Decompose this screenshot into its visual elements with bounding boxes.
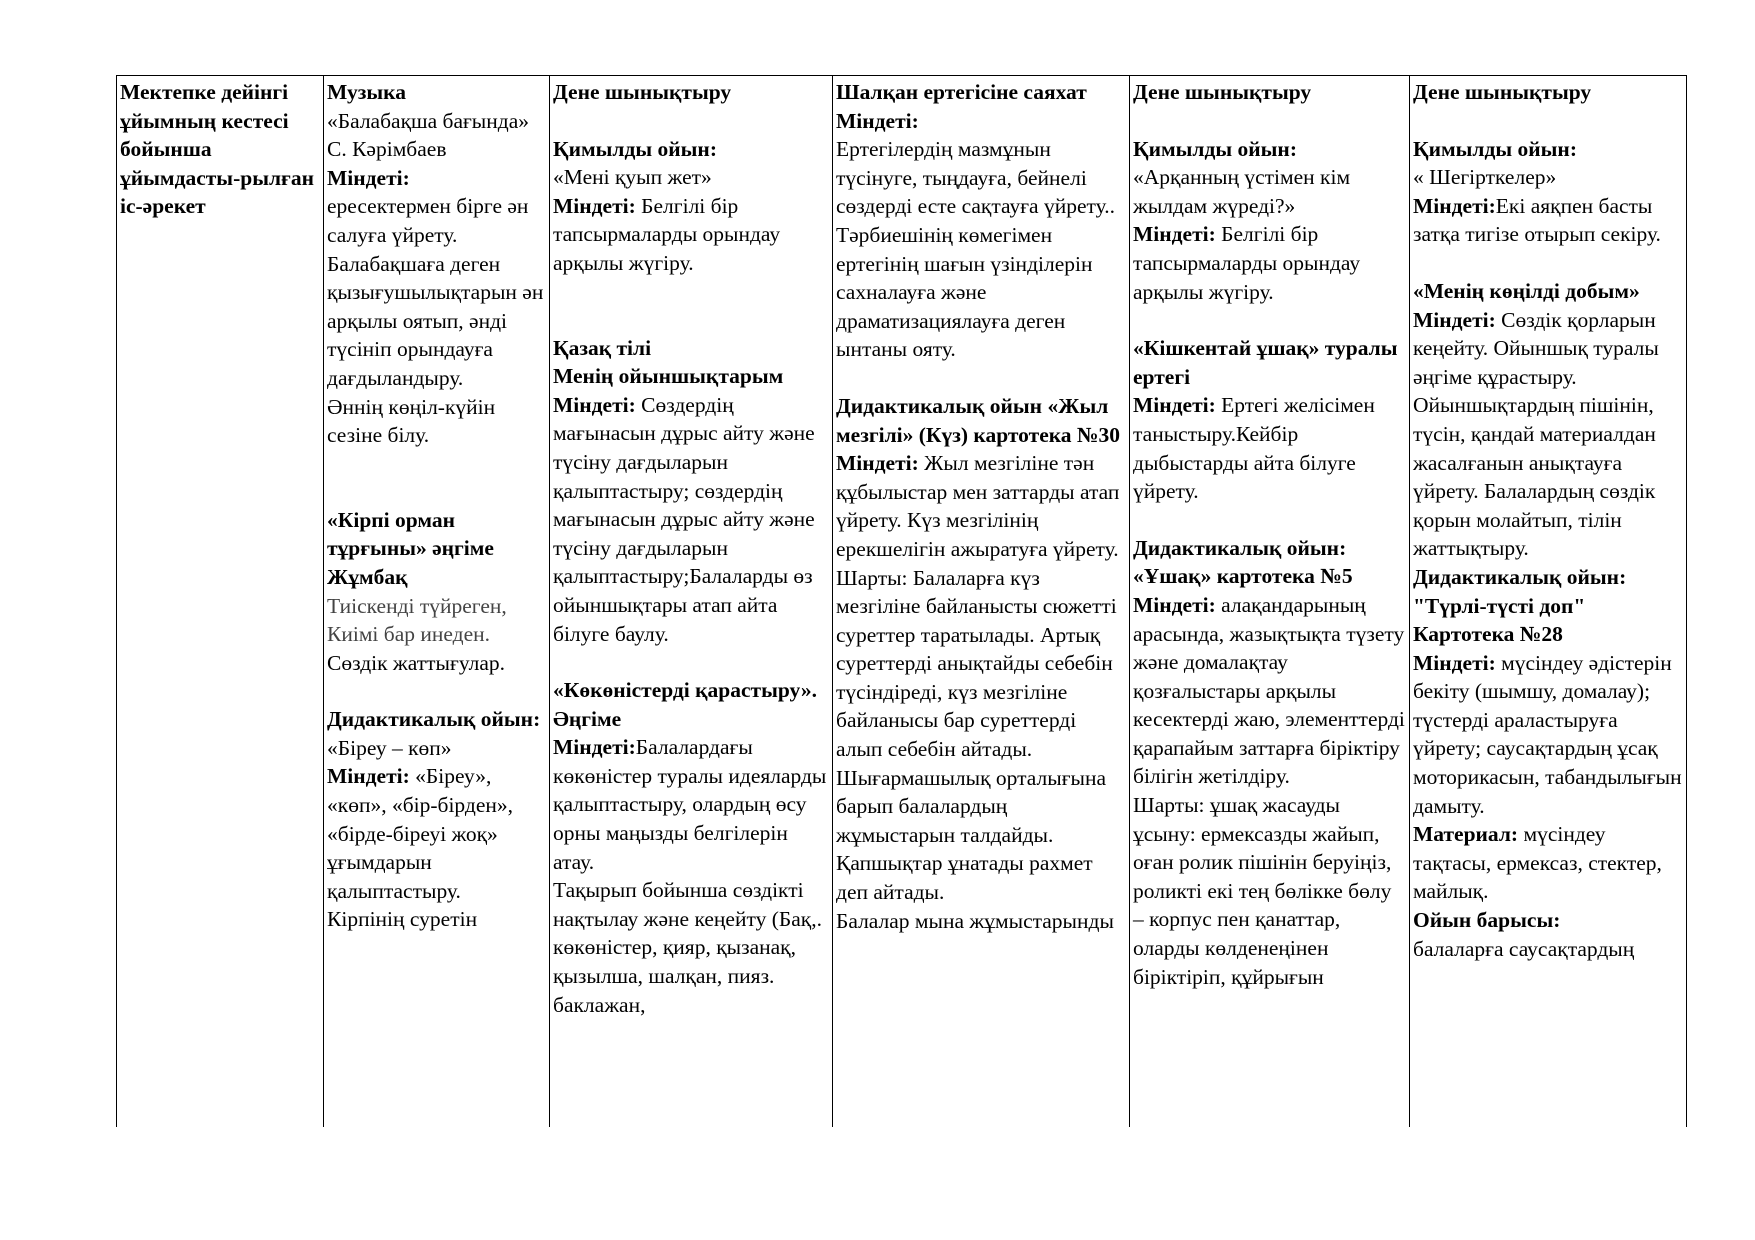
body-text: «Мені қуып жет» bbox=[553, 165, 712, 190]
cell-paragraph bbox=[836, 78, 1126, 107]
cell-paragraph bbox=[1413, 163, 1683, 192]
body-text: «Біреу – көп» bbox=[327, 735, 452, 760]
body-text: « Шегірткелер» bbox=[1413, 165, 1557, 190]
body-text: ересектермен бірге ән салуға үйрету. bbox=[327, 194, 529, 247]
body-text: Сөздік жаттығулар. bbox=[327, 650, 506, 675]
bold-text: «Кірпі орман тұрғыны» әңгіме Жұмбақ bbox=[327, 507, 494, 589]
cell-paragraph bbox=[836, 564, 1126, 850]
bold-text: Міндеті: bbox=[553, 193, 636, 218]
bold-text: Қимылды ойын: bbox=[1413, 136, 1577, 161]
cell-paragraph bbox=[1413, 192, 1683, 249]
bold-text: Міндеті: bbox=[1413, 193, 1496, 218]
body-text: Ертегі желісімен таныстыру.Кейбір дыбыстарды айта білуге үйрету. bbox=[1133, 393, 1375, 504]
bold-text: Қазақ тілі bbox=[553, 335, 652, 360]
bold-text: Қимылды ойын: bbox=[1133, 136, 1297, 161]
body-text: Балалар мына жұмыстарынды bbox=[836, 908, 1114, 933]
cell-paragraph bbox=[553, 334, 829, 363]
cell-paragraph bbox=[327, 592, 546, 649]
bold-text: Ойын барысы: bbox=[1413, 908, 1561, 933]
cell-paragraph bbox=[1133, 163, 1406, 220]
cell-paragraph bbox=[1413, 135, 1683, 164]
row-header-cell bbox=[117, 76, 324, 1128]
bold-text: Дидактикалық ойын: «Ұшақ» картотека №5 bbox=[1133, 535, 1353, 589]
cell-paragraph bbox=[1413, 78, 1683, 107]
bold-text: Дидактикалық ойын: bbox=[327, 707, 541, 732]
body-text: Қапшықтар ұнатады рахмет деп айтады. bbox=[836, 851, 1093, 905]
bold-text: Шалқан ертегісіне саяхат bbox=[836, 80, 1087, 104]
cell-paragraph bbox=[553, 192, 829, 278]
bold-text: Міндеті: bbox=[836, 451, 919, 476]
cell-paragraph bbox=[1413, 935, 1683, 964]
spacer bbox=[553, 107, 829, 135]
plan-table bbox=[116, 75, 1687, 1127]
bold-text: Міндеті: bbox=[553, 735, 636, 760]
spacer bbox=[836, 364, 1126, 392]
cell-paragraph bbox=[327, 705, 546, 734]
bold-text: Дидактикалық ойын «Жыл мезгілі» (Күз) картотека №30 bbox=[836, 393, 1121, 447]
bold-text: Міндеті: bbox=[327, 165, 410, 190]
body-text: «Арқанның үстімен кім жылдам жүреді?» bbox=[1133, 165, 1351, 218]
spacer bbox=[1413, 249, 1683, 277]
cell-paragraph bbox=[327, 250, 546, 393]
cell-paragraph bbox=[1413, 906, 1683, 935]
bold-text: Міндеті: bbox=[1133, 393, 1216, 418]
bold-text: Менің ойыншықтарым bbox=[553, 364, 784, 389]
body-text: Әннің көңіл-күйін сезіне білу. bbox=[327, 394, 496, 448]
body-text: Ертегілердің мазмұнын түсінуге, тыңдауға, бейнелі сөздерді есте сақтауға үйрету.. bbox=[836, 137, 1115, 219]
bold-text: Міндеті: bbox=[1413, 307, 1496, 332]
body-text: Шарты: Балаларға күз мезгіліне байланысты сюжетті суреттер таратылады. Артық суреттерді анықтайды себебін түсіндіреді, күз мезгіліне байланысы бар суреттерді алып себебін айтады. Шығармашылық орталығына барып балалардың жұмыстарын талдайды. bbox=[836, 565, 1117, 847]
bold-text: Дене шынықтыру bbox=[553, 80, 732, 104]
body-text: Тақырып бойынша сөздікті нақтылау және кеңейту (Бақ,. көкөністер, қияр, қызанақ, қызылша, шалқан, пияз. баклажан, bbox=[553, 878, 822, 1017]
bold-text: «Көкөністерді қарастыру». Әңгіме bbox=[553, 678, 817, 731]
cell-physical-education-1 bbox=[550, 76, 833, 1128]
cell-paragraph bbox=[1413, 277, 1683, 306]
cell-paragraph bbox=[1133, 135, 1406, 164]
bold-text: Міндеті: bbox=[1133, 222, 1216, 247]
table-row bbox=[117, 76, 1687, 1128]
spacer bbox=[327, 450, 546, 506]
body-text: Шарты: ұшақ жасауды ұсыну: ермексазды жайып, оған ролик пішінін беруіңіз, роликті екі тең бөлікке бөлу – корпус пен қанаттар, оларды көлденеңінен біріктіріп, құйрығын bbox=[1133, 793, 1392, 989]
body-text: Белгілі бір тапсырмаларды орындау арқылы жүгіру. bbox=[553, 193, 781, 275]
cell-paragraph bbox=[1133, 334, 1406, 391]
cell-music bbox=[324, 76, 550, 1128]
bold-text: «Менің көңілді добым» bbox=[1413, 278, 1640, 303]
spacer bbox=[1133, 306, 1406, 334]
bold-text: Міндеті: bbox=[836, 108, 919, 133]
cell-paragraph bbox=[1413, 649, 1683, 821]
cell-paragraph bbox=[836, 907, 1126, 936]
body-text: мүсіндеу әдістерін бекіту (шымшу, домалау); түстерді араластыруға үйрету; саусақтардың ұсақ моторикасын, табандылығын дамыту. bbox=[1413, 650, 1682, 818]
bold-text: Дене шынықтыру bbox=[1133, 80, 1312, 104]
cell-paragraph bbox=[836, 135, 1126, 221]
cell-paragraph bbox=[836, 849, 1126, 906]
bold-text: Міндеті: bbox=[1413, 650, 1496, 675]
bold-text: Материал: bbox=[1413, 822, 1519, 847]
cell-paragraph bbox=[327, 905, 546, 934]
body-text: Балабақшаға деген қызығушылықтарын ән арқылы оятып, әнді түсініп орындауға дағдыландыру. bbox=[327, 251, 544, 390]
cell-turnip-tale bbox=[833, 76, 1130, 1128]
body-text: мүсіндеу тақтасы, ермексаз, стектер, майлық. bbox=[1413, 822, 1662, 904]
row-header-text: Мектепке дейінгі ұйымның кестесі бойынша ұйымдасты-рылған іс-әрекет bbox=[120, 80, 314, 219]
cell-paragraph bbox=[553, 676, 829, 733]
cell-paragraph bbox=[553, 733, 829, 876]
bold-text: Қимылды ойын: bbox=[553, 136, 717, 161]
cell-paragraph bbox=[1133, 791, 1406, 991]
cell-paragraph bbox=[327, 393, 546, 450]
bold-text: Міндеті: bbox=[327, 764, 410, 789]
cell-paragraph bbox=[1413, 820, 1683, 906]
cell-paragraph bbox=[836, 449, 1126, 563]
cell-paragraph bbox=[553, 362, 829, 391]
cell-paragraph bbox=[836, 107, 1126, 136]
body-text: Тәрбиешінің көмегімен ертегінің шағын үзінділерін сахналауға және драматизациялауға деген ынтаны ояту. bbox=[836, 222, 1093, 362]
body-text: Белгілі бір тапсырмаларды орындау арқылы жүгіру. bbox=[1133, 222, 1361, 304]
body-text: Кірпінің суретін bbox=[327, 907, 478, 932]
bold-text: Музыка bbox=[327, 80, 406, 104]
spacer bbox=[1133, 506, 1406, 534]
spacer bbox=[1413, 107, 1683, 135]
cell-paragraph bbox=[327, 762, 546, 905]
cell-paragraph bbox=[1133, 78, 1406, 107]
cell-paragraph bbox=[553, 135, 829, 164]
cell-paragraph bbox=[553, 163, 829, 192]
bold-text: Дене шынықтыру bbox=[1413, 80, 1592, 104]
cell-paragraph bbox=[327, 734, 546, 763]
cell-paragraph bbox=[327, 192, 546, 249]
cell-paragraph bbox=[836, 392, 1126, 449]
body-text: Балалардағы көкөністер туралы идеяларды қалыптастыру, олардың өсу орны маңызды белгілерін атау. bbox=[553, 735, 827, 874]
body-text: «Біреу», «көп», «бір-бірден», «бірде-біреуі жоқ» ұғымдарын қалыптастыру. bbox=[327, 764, 514, 903]
cell-paragraph bbox=[553, 876, 829, 1019]
body-text: Екі аяқпен басты затқа тигізе отырып секіру. bbox=[1413, 193, 1661, 247]
cell-paragraph bbox=[327, 506, 546, 592]
bold-text: Міндеті: bbox=[1133, 592, 1216, 617]
body-text: балаларға саусақтардың bbox=[1413, 936, 1635, 961]
spacer bbox=[553, 278, 829, 334]
cell-paragraph bbox=[327, 649, 546, 678]
spacer bbox=[553, 648, 829, 676]
body-text: Тиіскенді түйреген, Киімі бар инеден. bbox=[327, 593, 507, 647]
bold-text: «Кішкентай ұшақ» туралы ертегі bbox=[1133, 336, 1398, 389]
cell-paragraph bbox=[327, 78, 546, 107]
bold-text: Міндеті: bbox=[553, 392, 636, 417]
cell-paragraph bbox=[553, 78, 829, 107]
body-text: алақандарының арасында, жазықтықта түзету және домалақтау қозғалыстары арқылы кесектерді жаю, элементтерді қарапайым заттарға біріктіру білігін жетілдіру. bbox=[1133, 592, 1405, 789]
body-text: Сөздік қорларын кеңейту. Ойыншық туралы әңгіме құрастыру. Ойыншықтардың пішінін, түсін, қандай материалдан жасалғанын анықтауға үйрету. Балалардың сөздік қорын молайтып, тілін жаттықтыру. bbox=[1413, 307, 1659, 561]
body-text: «Балабақша бағында» С. Кәрімбаев bbox=[327, 108, 529, 162]
body-text: Жыл мезгіліне тән құбылыстар мен заттарды атап үйрету. Күз мезгілінің ерекшелігін ажыратуға үйрету. bbox=[836, 451, 1120, 561]
cell-paragraph bbox=[1133, 591, 1406, 791]
spacer bbox=[1133, 107, 1406, 135]
cell-paragraph bbox=[1413, 306, 1683, 563]
cell-paragraph bbox=[1133, 220, 1406, 306]
cell-physical-education-2 bbox=[1130, 76, 1410, 1128]
bold-text: Дидактикалық ойын: "Түрлі-түсті доп" Картотека №28 bbox=[1413, 564, 1627, 647]
cell-paragraph bbox=[836, 221, 1126, 364]
cell-physical-education-3 bbox=[1410, 76, 1687, 1128]
spacer bbox=[327, 677, 546, 705]
cell-paragraph bbox=[553, 391, 829, 648]
cell-paragraph bbox=[1413, 563, 1683, 649]
cell-paragraph bbox=[1133, 534, 1406, 591]
cell-paragraph bbox=[327, 107, 546, 164]
cell-paragraph bbox=[327, 164, 546, 193]
body-text: Сөздердің мағынасын дұрыс айту және түсіну дағдыларын қалыптастыру; сөздердің мағынасын дұрыс айту және түсіну дағдыларын қалыптастыру;Балаларды өз ойыншықтары атап айта білуге баулу. bbox=[553, 392, 815, 646]
cell-paragraph bbox=[1133, 391, 1406, 505]
